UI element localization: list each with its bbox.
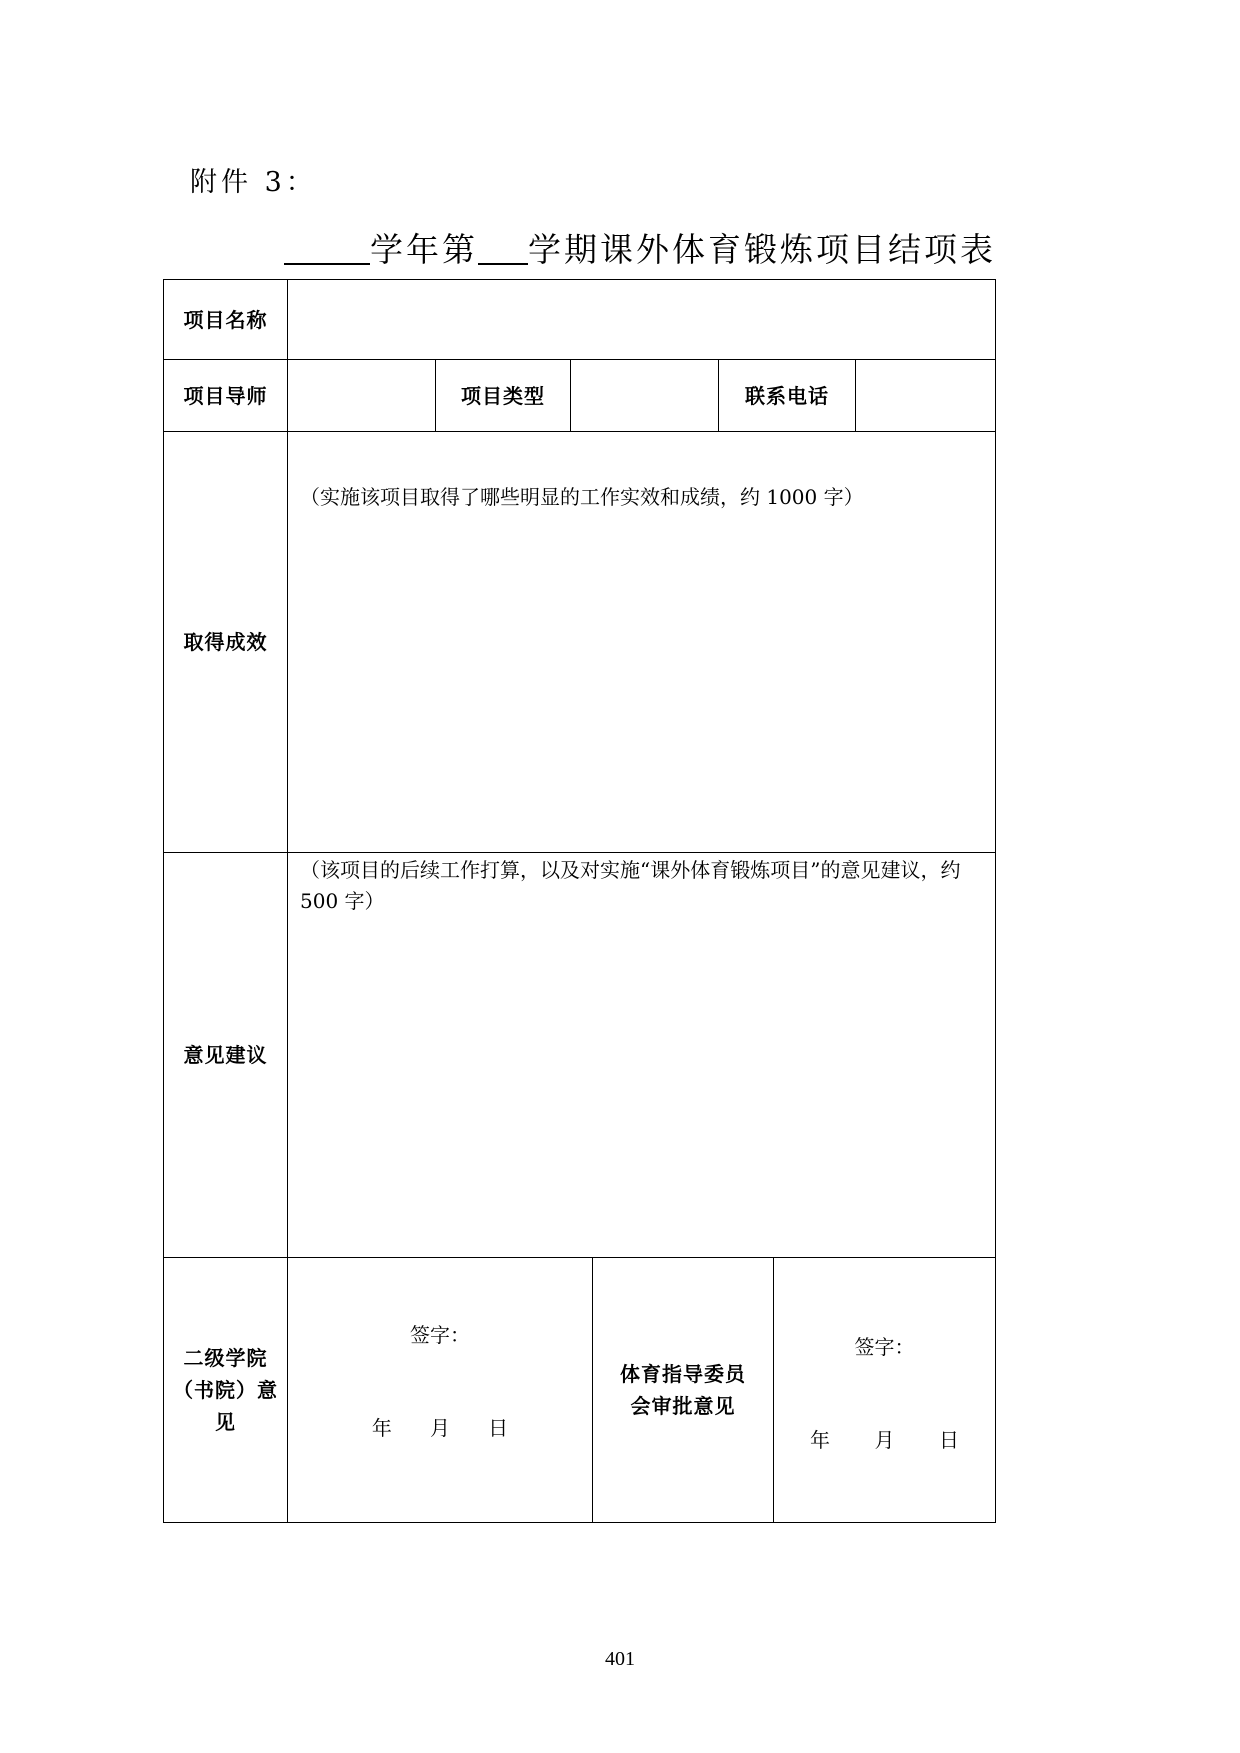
achievements-label: 取得成效 [164, 432, 288, 853]
college-opinion-label [164, 1258, 288, 1523]
row-project-info [164, 360, 996, 432]
committee-approval-field[interactable] [774, 1258, 996, 1523]
achievements-hint: （实施该项目取得了哪些明显的工作实效和成绩，约 1000 字） [300, 485, 864, 509]
row-project-name [164, 280, 996, 360]
attachment-label: 附件 3： [190, 167, 317, 198]
suggestions-label: 意见建议 [164, 853, 288, 1258]
committee-signature-block [774, 1270, 995, 1522]
suggestions-field[interactable] [288, 853, 996, 1258]
college-signature-block [288, 1258, 592, 1522]
college-signature-label: 签字： [410, 1323, 470, 1347]
phone-field[interactable] [856, 360, 996, 432]
project-name-field[interactable] [288, 280, 996, 360]
completion-form-table [163, 279, 996, 1523]
type-field[interactable] [571, 360, 719, 432]
title-part2: 学期课外体育锻炼项目结项表 [528, 230, 996, 269]
committee-date-line: 年 月 日 [810, 1428, 960, 1452]
suggestions-hint: （该项目的后续工作打算，以及对实施“课外体育锻炼项目”的意见建议，约 500 字） [300, 858, 961, 913]
mentor-field[interactable] [288, 360, 436, 432]
semester-blank[interactable] [478, 233, 528, 265]
achievements-field[interactable] [288, 432, 996, 853]
phone-label: 联系电话 [719, 360, 856, 432]
row-achievements [164, 432, 996, 853]
college-opinion-field[interactable] [288, 1258, 593, 1523]
college-opinion-label-line3: 见 [215, 1410, 236, 1434]
committee-signature-label: 签字： [854, 1335, 915, 1359]
academic-year-blank[interactable] [284, 233, 370, 265]
title-part1: 学年第 [370, 230, 478, 269]
college-date-line: 年 月 日 [371, 1416, 509, 1440]
committee-label-line1: 体育指导委员 [620, 1362, 746, 1386]
form-title [284, 224, 996, 271]
row-approvals [164, 1258, 996, 1523]
college-opinion-label-line1: 二级学院 [183, 1346, 268, 1370]
row-suggestions [164, 853, 996, 1258]
project-name-label: 项目名称 [164, 280, 288, 360]
college-opinion-label-line2: （书院）意 [173, 1378, 278, 1402]
mentor-label: 项目导师 [164, 360, 288, 432]
committee-approval-label [593, 1258, 774, 1523]
page-number: 401 [605, 1648, 635, 1670]
committee-label-line2: 会审批意见 [630, 1394, 736, 1418]
type-label: 项目类型 [436, 360, 571, 432]
